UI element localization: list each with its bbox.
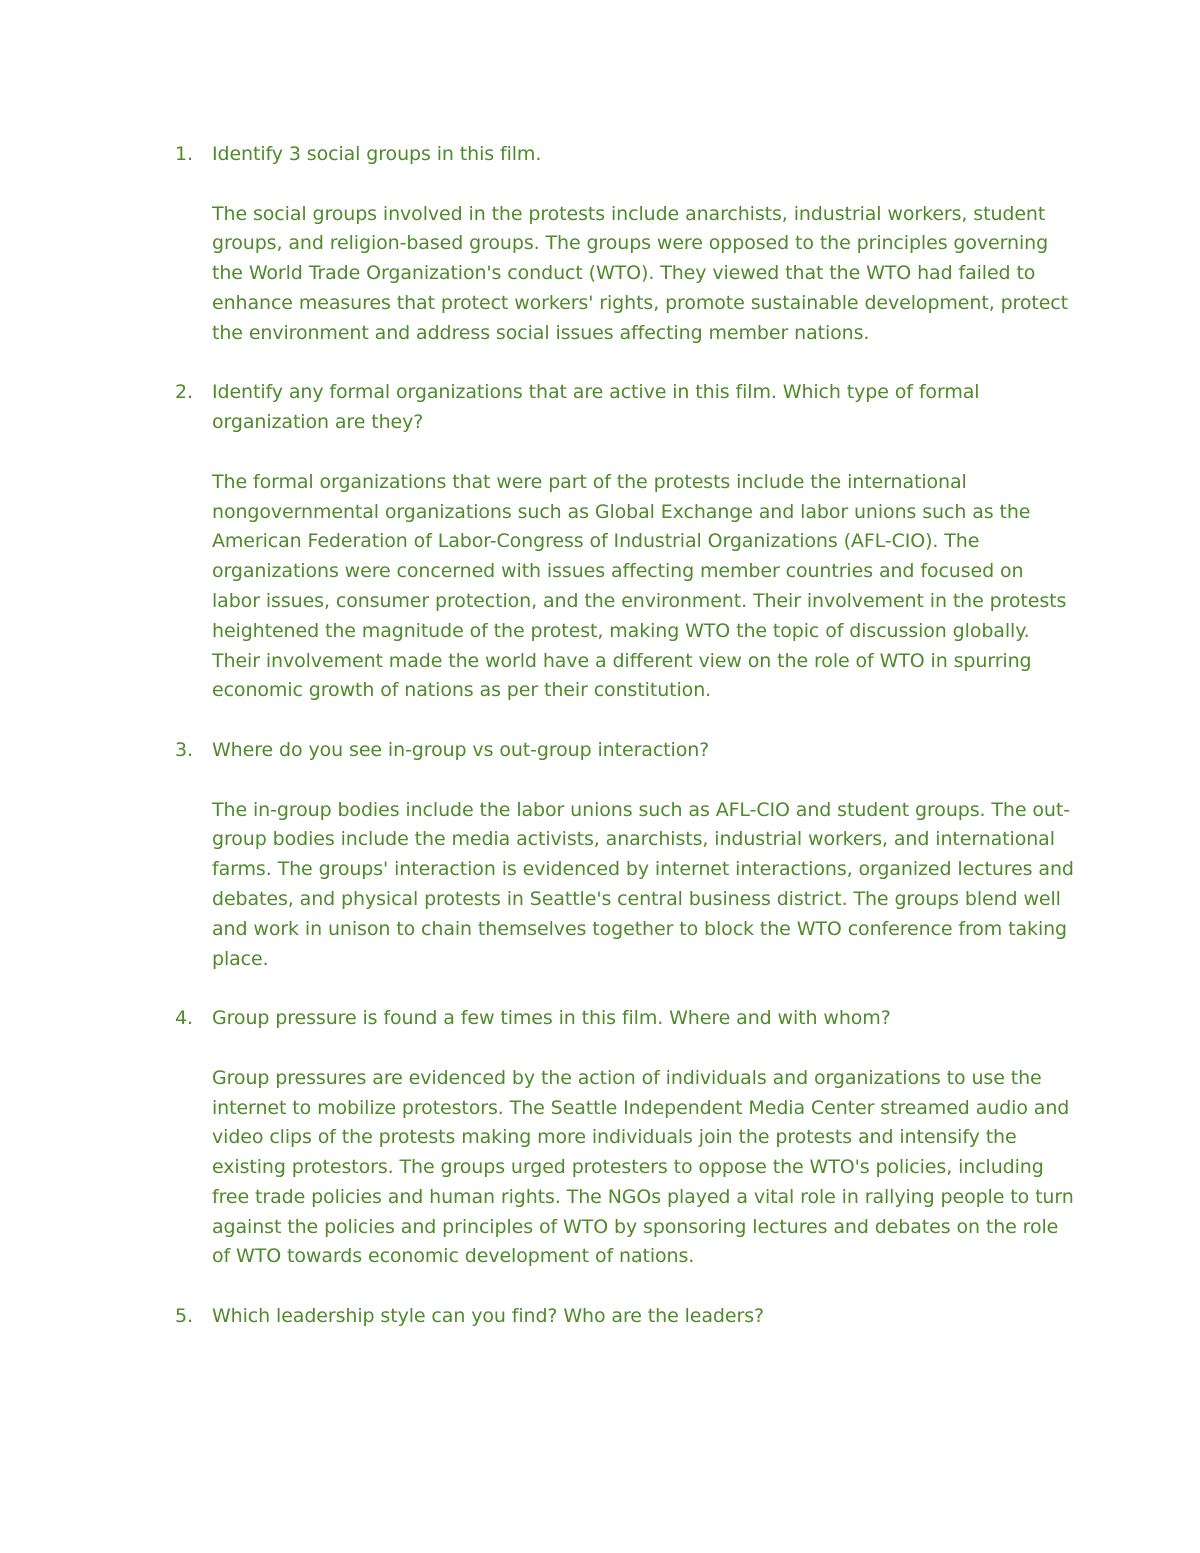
question-text: Group pressure is found a few times in this film. Where and with whom?	[212, 1007, 891, 1030]
answer-text: The formal organizations that were part of the protests include the international nongovernmental organizations such as Global Exchange and labor unions such as the American Federation of Labor-Congress of Industrial Organizations (AFL-CIO). The organizations were concerned with issues affecting member countries and focused on labor issues, consumer protection, and the environment. Their involvement in the protests heightened the magnitude of the protest, making WTO the topic of discussion globally. Their involvement made the world have a different view on the role of WTO in spurring economic growth of nations as per their constitution.	[212, 470, 1067, 702]
question-number: 5.	[175, 1305, 193, 1328]
question-item-4	[175, 1004, 1075, 1272]
answer-text: The social groups involved in the protests include anarchists, industrial workers, student groups, and religion-based groups. The groups were opposed to the principles governing the World Trade Organization's conduct (WTO). They viewed that the WTO had failed to enhance measures that protect workers' rights, promote sustainable development, protect the environment and address social issues affecting member nations.	[212, 202, 1068, 344]
question-number: 1.	[175, 143, 193, 165]
question-item-2	[175, 378, 1075, 706]
question-item-1	[175, 140, 1075, 349]
answer-text: The in-group bodies include the labor unions such as AFL-CIO and student groups. The out-group bodies include the media activists, anarchists, industrial workers, and international farms. The groups' interaction is evidenced by internet interactions, organized lectures and debates, and physical protests in Seattle's central business district. The groups blend well and work in unison to chain themselves together to block the WTO conference from taking place.	[212, 798, 1074, 970]
question-item-5	[175, 1302, 1075, 1332]
question-list	[175, 140, 1075, 1332]
question-text: Identify any formal organizations that are active in this film. Which type of formal organization are they?	[212, 381, 980, 434]
answer-text: Group pressures are evidenced by the action of individuals and organizations to use the internet to mobilize protestors. The Seattle Independent Media Center streamed audio and video clips of the protests making more individuals join the protests and intensify the existing protestors. The groups urged protesters to oppose the WTO's policies, including free trade policies and human rights. The NGOs played a vital role in rallying people to turn against the policies and principles of WTO by sponsoring lectures and debates on the role of WTO towards economic development of nations.	[212, 1066, 1074, 1268]
question-text: Where do you see in-group vs out-group interaction?	[212, 738, 710, 761]
question-number: 2.	[175, 381, 193, 404]
question-item-3	[175, 736, 1075, 974]
question-text: Identify 3 social groups in this film.	[212, 143, 542, 165]
question-number: 4.	[175, 1007, 193, 1030]
question-number: 3.	[175, 738, 193, 761]
question-text: Which leadership style can you find? Who are the leaders?	[212, 1305, 764, 1328]
